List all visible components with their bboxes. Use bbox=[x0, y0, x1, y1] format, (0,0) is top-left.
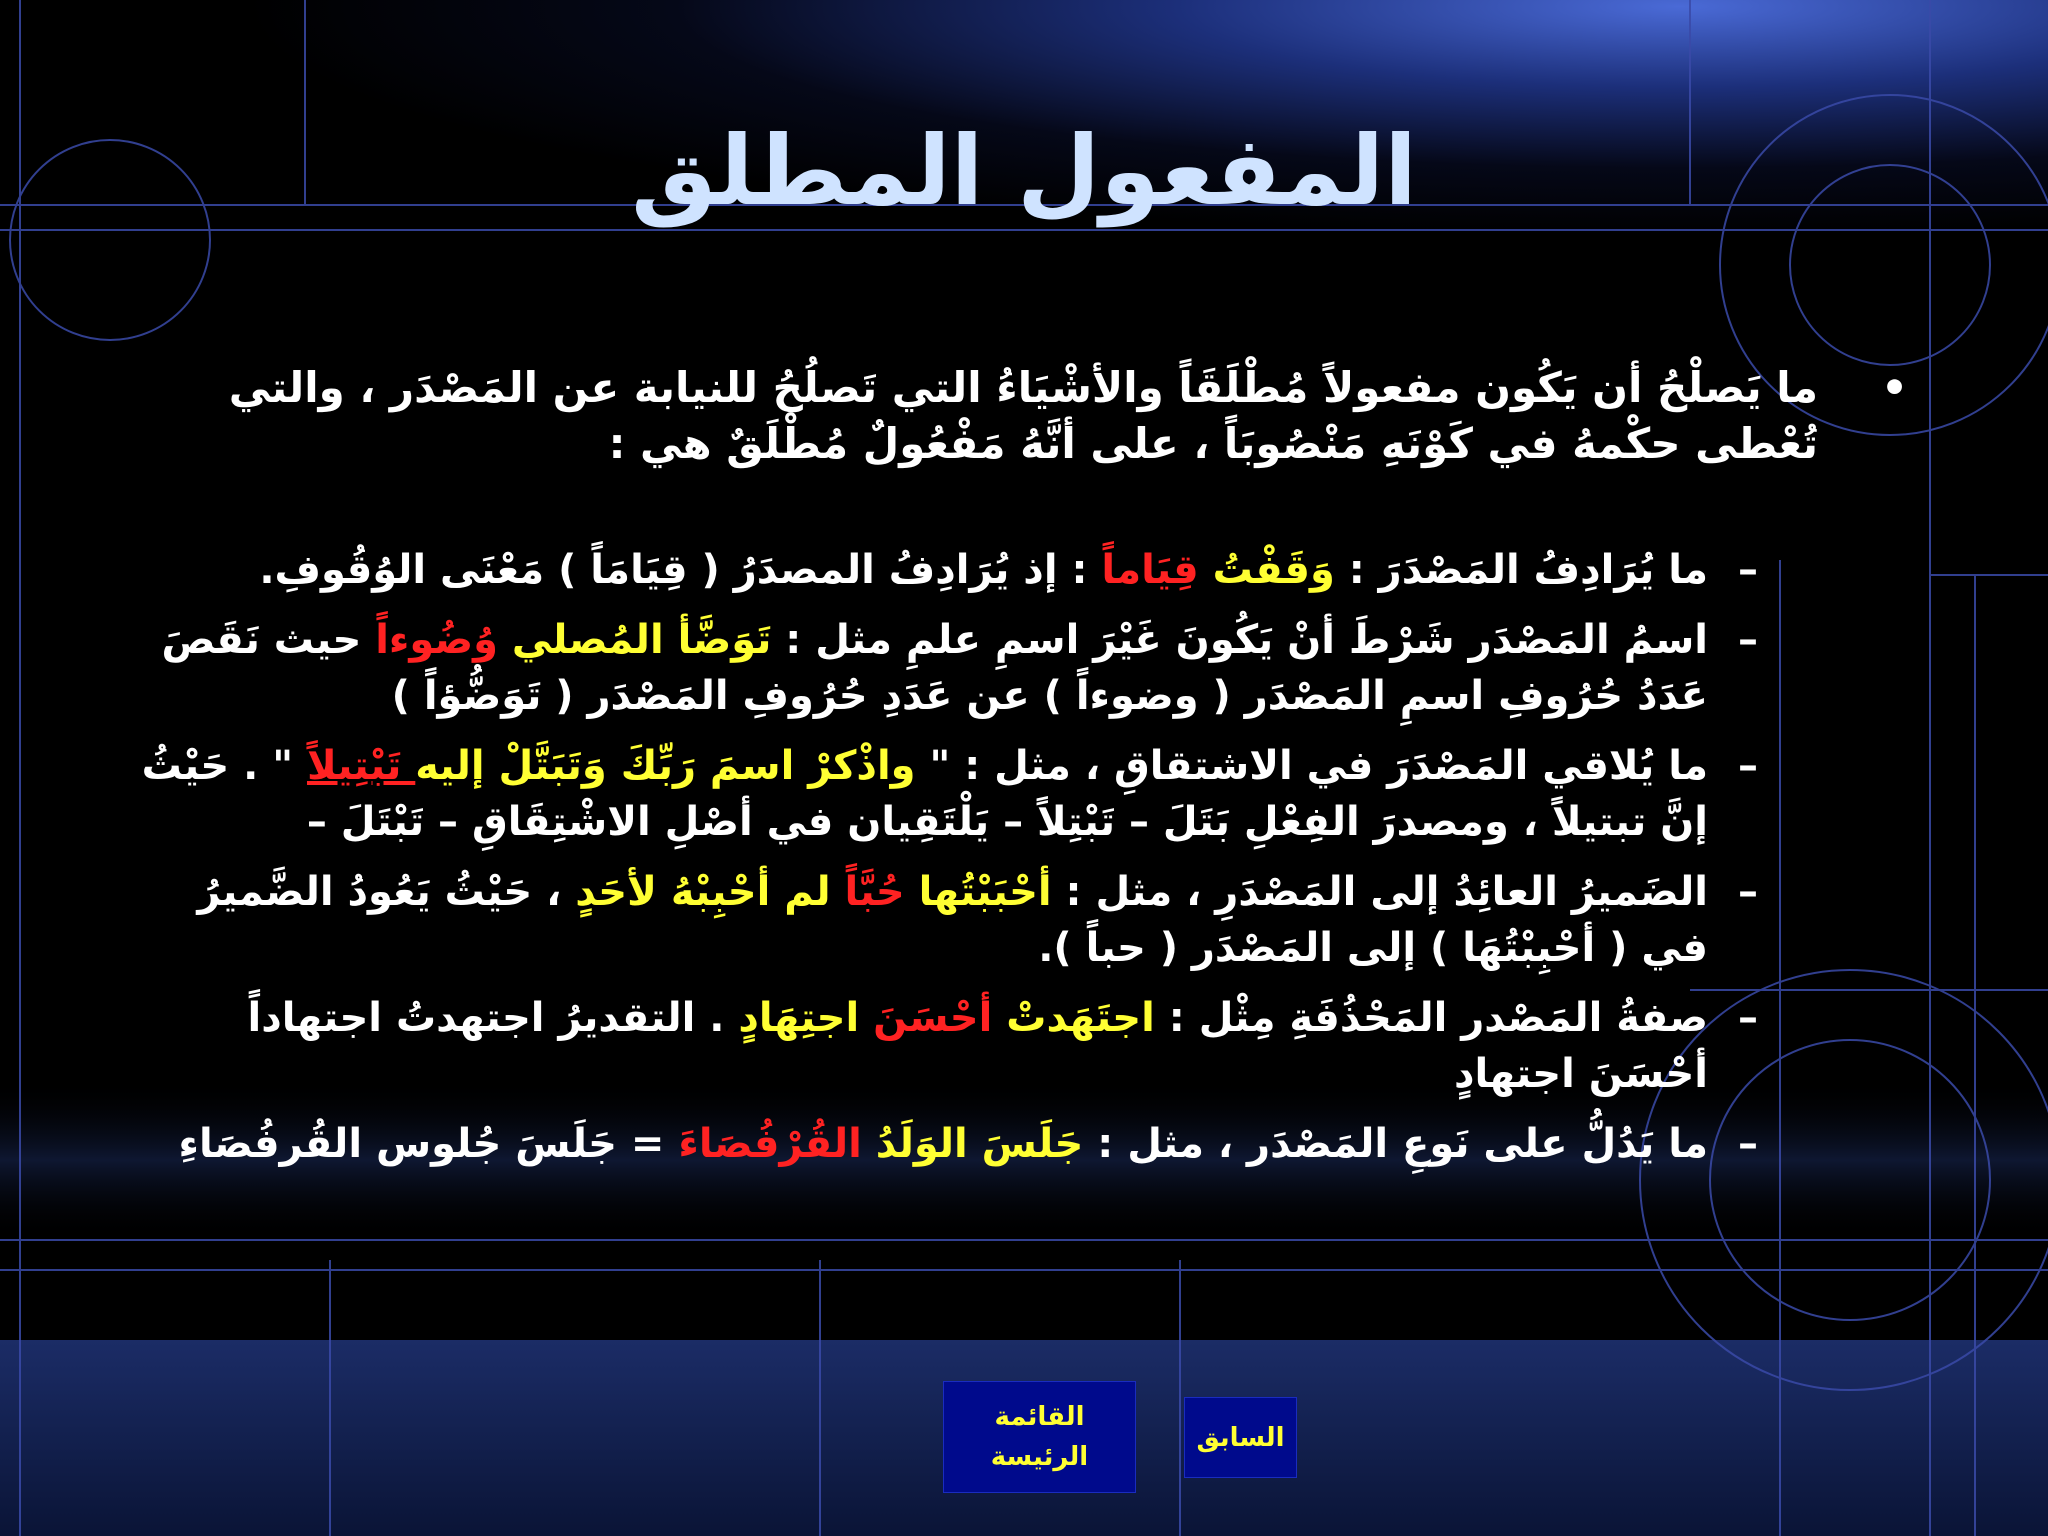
item-text: ما يَدُلُّ على نَوعِ المَصْدَر ، مثل : bbox=[1083, 1121, 1708, 1167]
previous-button[interactable]: السابق bbox=[1184, 1397, 1297, 1478]
list-item bbox=[128, 738, 1928, 850]
item-text: ما يُرَادِفُ المَصْدَرَ : bbox=[1334, 547, 1708, 593]
bullet-icon: • bbox=[1881, 363, 1908, 412]
example-highlight: واذْكرْ اسمَ رَبِّكَ وَتَبَتَّلْ إليه bbox=[415, 743, 916, 789]
dash-icon: – bbox=[1738, 547, 1758, 593]
example-highlight: اجتِهَادٍ bbox=[738, 995, 874, 1041]
list-item bbox=[128, 864, 1928, 976]
example-highlight: جَلَسَ الوَلَدُ bbox=[875, 1121, 1084, 1167]
example-highlight: تَوَضَّأ المُصلي bbox=[511, 617, 772, 663]
example-highlight-red: حُبَّاً bbox=[844, 869, 919, 915]
slide-content bbox=[128, 360, 1928, 1186]
list-item bbox=[128, 542, 1928, 598]
dash-icon: – bbox=[1738, 743, 1758, 789]
example-highlight: لم أحْبِبْهُ لأحَدٍ bbox=[575, 869, 845, 915]
example-highlight-red: القُرْفُصَاءَ bbox=[678, 1121, 876, 1167]
example-highlight: وَقَفْتُ bbox=[1212, 547, 1335, 593]
dash-icon: – bbox=[1738, 995, 1758, 1041]
item-text: ما يُلاقي المَصْدَرَ في الاشتقاقِ ، مثل : " bbox=[915, 743, 1708, 789]
main-menu-button[interactable]: القائمة الرئيسة bbox=[943, 1381, 1136, 1493]
list-item bbox=[128, 612, 1928, 724]
item-text: " . حَيْثُ إنَّ تبتيلاً ، ومصدرَ الفِعْلِ بَتَلَ – تَبْتِلاً – يَلْتَقِيان في أصْلِ الاشْتِقَاقِ – تَبْتَلَ – bbox=[141, 743, 1708, 845]
example-highlight-red: وُضُوءاً bbox=[375, 617, 512, 663]
example-highlight: اجتَهَدتْ bbox=[1006, 995, 1155, 1041]
dash-icon: – bbox=[1738, 1121, 1758, 1167]
list-item bbox=[128, 990, 1928, 1102]
item-text: . التقديرُ اجتهدتُ اجتهاداً أحْسَنَ اجتهادٍ bbox=[247, 995, 1708, 1097]
item-text: صفةُ المَصْدر المَحْذُفَةِ مِثْل : bbox=[1154, 995, 1708, 1041]
item-text: = جَلَسَ جُلوس القُرفُصَاءِ bbox=[178, 1121, 679, 1167]
intro-text: ما يَصلْحُ أن يَكُون مفعولاً مُطْلَقَاً والأشْيَاءُ التي تَصلُحُ للنيابة عن المَصْدَر ، والتي تُعْطى حكْمهُ في كَوْنَهِ مَنْصُوبَاً ، على أنَّهُ مَفْعُولٌ مُطْلَقٌ هي : bbox=[228, 363, 1818, 468]
item-text: : إذ يُرَادِفُ المصدَرُ ( قِيَامَاً ) مَعْنَى الوُقُوفِ. bbox=[259, 547, 1102, 593]
example-highlight-red: قِيَاماً bbox=[1101, 547, 1213, 593]
slide-title: المفعول المطلق bbox=[630, 115, 1418, 227]
example-highlight-red: أحْسَنَ bbox=[873, 995, 1007, 1041]
dash-icon: – bbox=[1738, 869, 1758, 915]
intro-bullet bbox=[128, 360, 1928, 472]
example-highlight-red: تَبْتِيلاً bbox=[306, 743, 416, 789]
item-text: حيث نَقَصَ عَدَدُ حُرُوفِ اسمِ المَصْدَر ( وضوءاً ) عن عَدَدِ حُرُوفِ المَصْدَر ( تَوَضُّؤاً ) bbox=[161, 617, 1708, 719]
item-text: اسمُ المَصْدَر شَرْطَ أنْ يَكُونَ غَيْرَ اسمِ علمِ مثل : bbox=[771, 617, 1708, 663]
item-text: الضَميرُ العائِدُ إلى المَصْدَرِ ، مثل : bbox=[1051, 869, 1708, 915]
list-item bbox=[128, 1116, 1928, 1172]
dash-icon: – bbox=[1738, 617, 1758, 663]
item-text: ، حَيْثُ يَعُودُ الضَّميرُ في ( أحْبِبْتُهَا ) إلى المَصْدَر ( حباً ). bbox=[197, 869, 1708, 971]
example-highlight: أحْبَبْتُها bbox=[918, 869, 1052, 915]
